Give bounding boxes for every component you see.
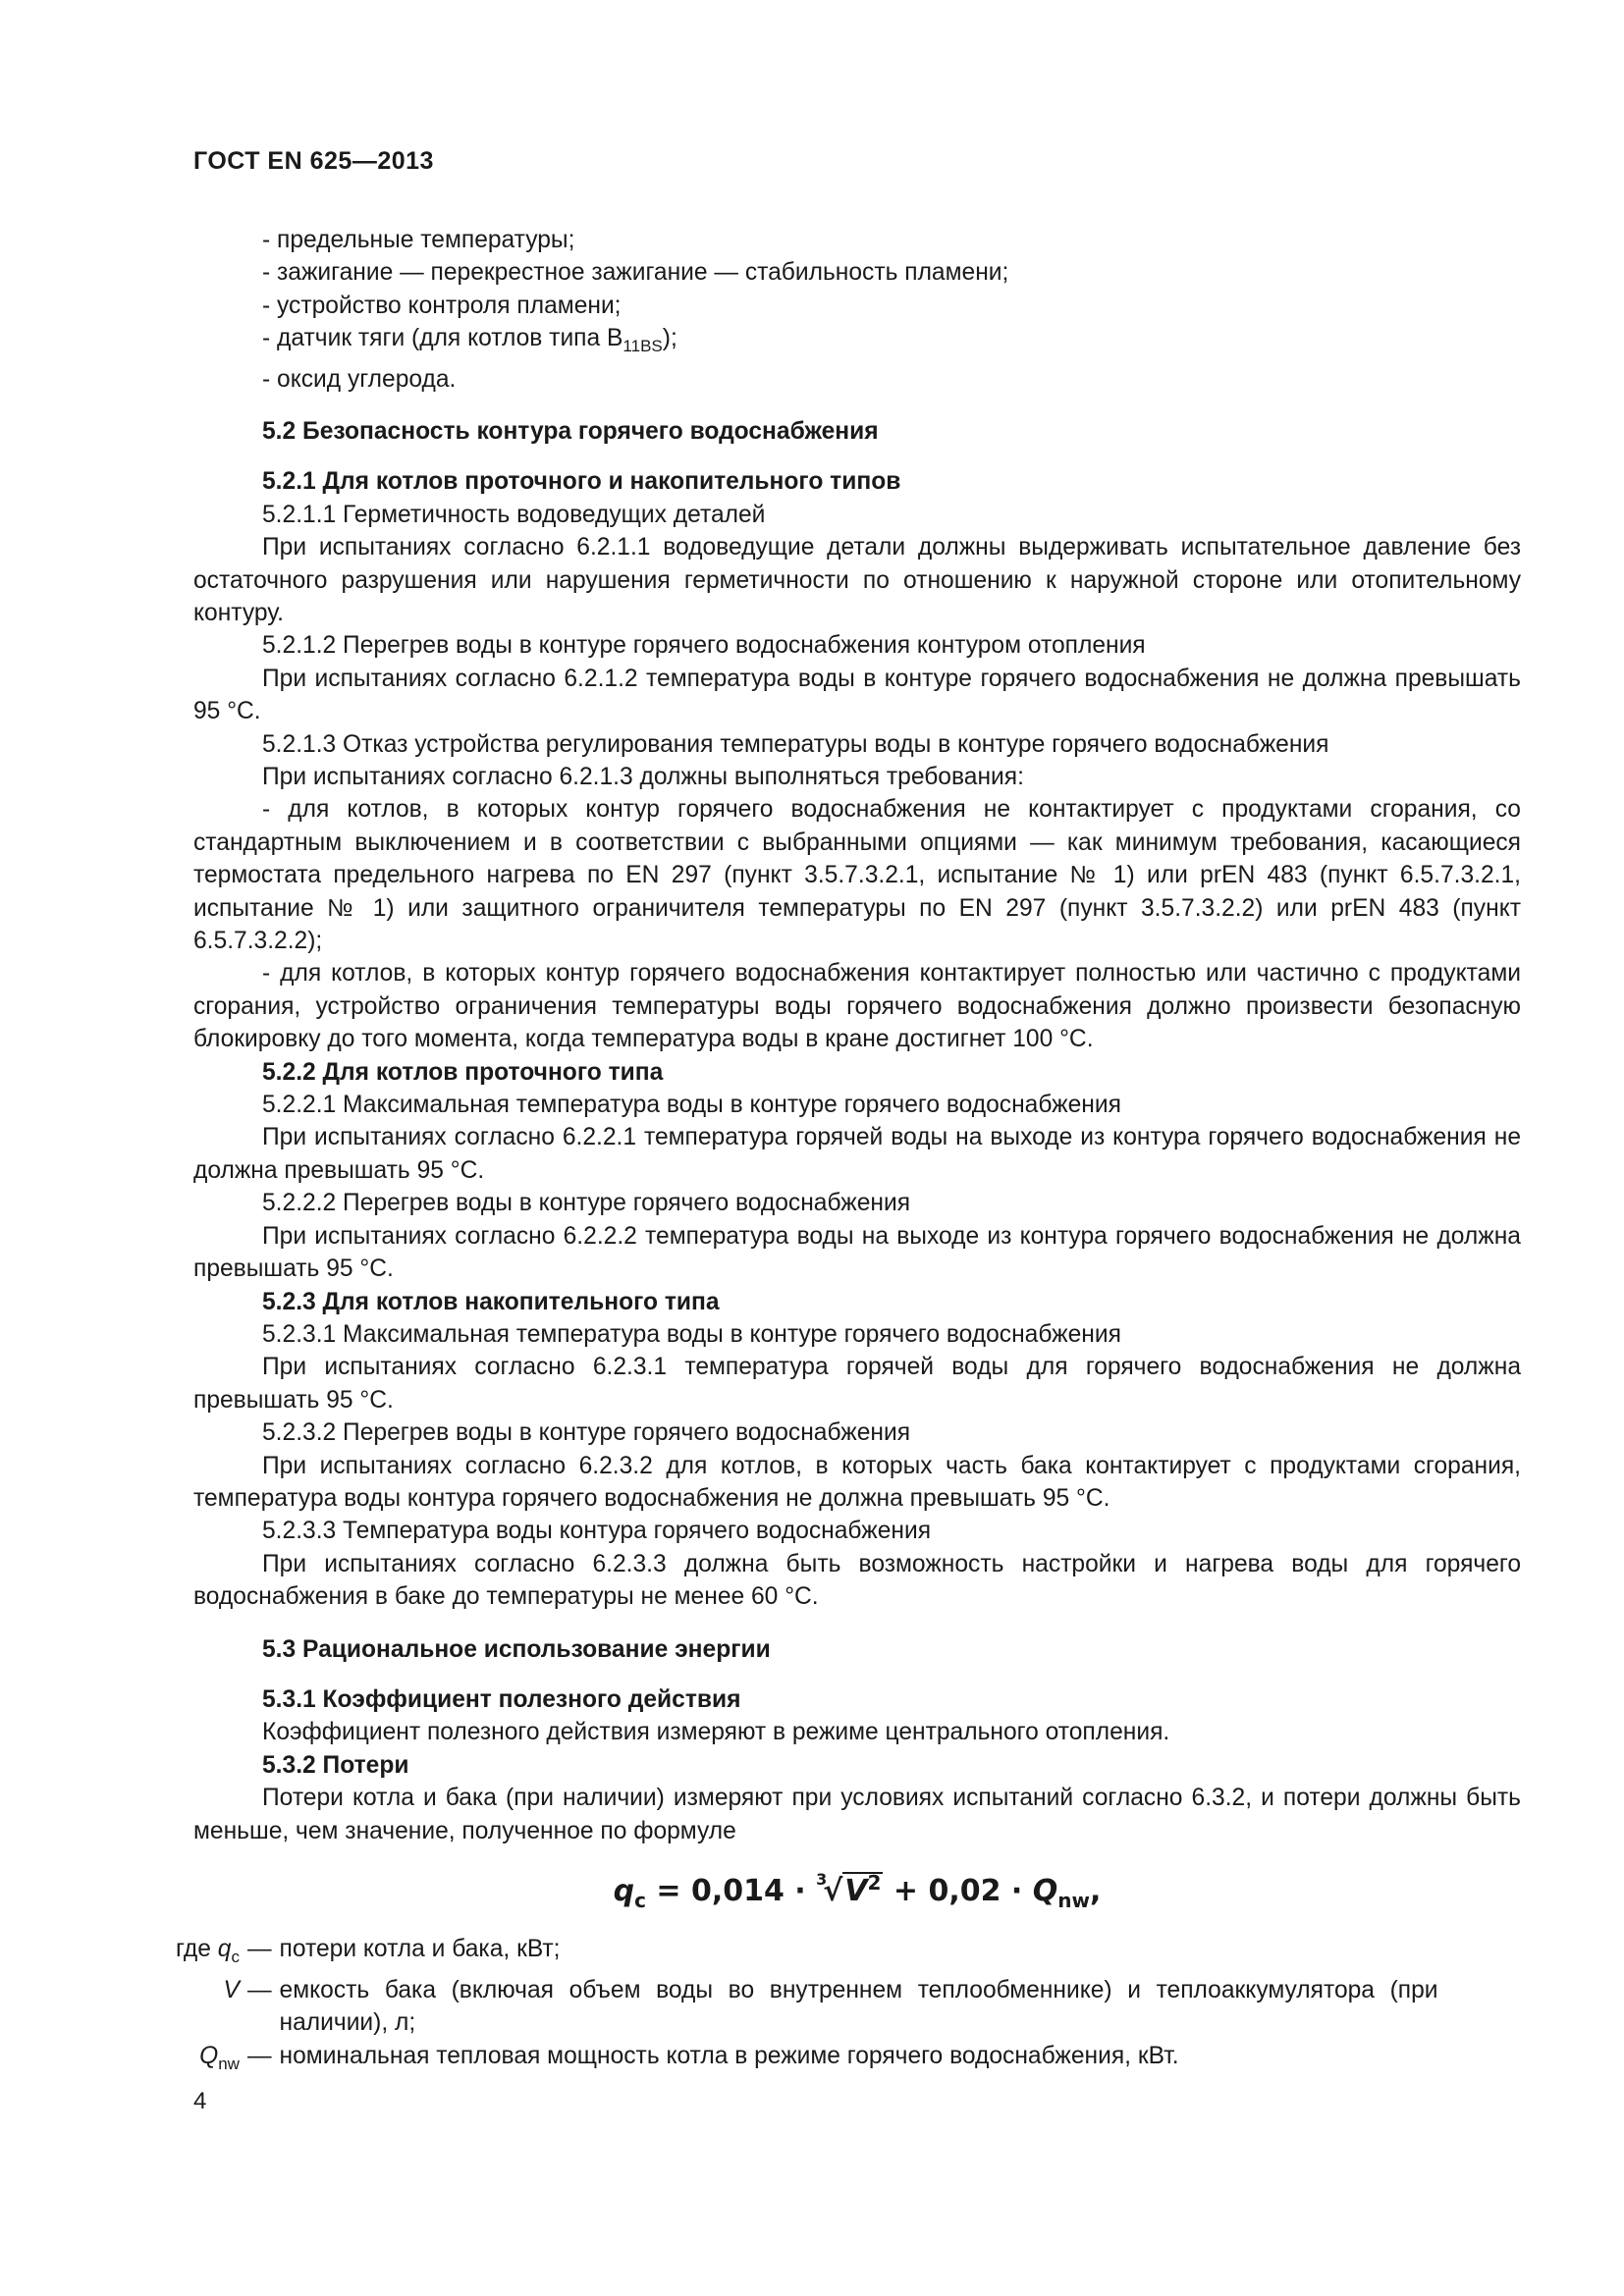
formula-lhs-sub: c	[634, 1889, 646, 1912]
section-5-3-2-heading: 5.3.2 Потери	[262, 1751, 409, 1779]
paragraph: При испытаниях согласно 6.2.1.1 водоведущие детали должны выдерживать испытательное давление без остаточного разрушения или нарушения герметичности по отношению к наружной стороне или отопительному контуру.	[193, 534, 1521, 626]
definition-text: емкость бака (включая объем воды во внутреннем теплообменнике) и теплоаккумулятора (при наличии), л;	[279, 1976, 1438, 2037]
section-5-2-3-heading: 5.2.3 Для котлов накопительного типа	[262, 1288, 720, 1315]
section-5-2-1-1-title: 5.2.1.1 Герметичность водоведущих деталей	[262, 501, 766, 528]
section-5-2-heading: 5.2 Безопасность контура горячего водоснабжения	[262, 417, 879, 445]
paragraph: При испытаниях согласно 6.2.3.1 температура горячей воды для горячего водоснабжения не должна превышать 95 °С.	[193, 1354, 1521, 1414]
formula-coef-2: + 0,02 ·	[883, 1874, 1033, 1908]
symbol-v: V	[223, 1976, 240, 2003]
list-item: - устройство контроля пламени;	[262, 292, 622, 319]
list-item: - предельные температуры;	[262, 227, 575, 253]
formula-end: ,	[1090, 1874, 1102, 1908]
paragraph: При испытаниях согласно 6.2.1.3 должны выполняться требования:	[262, 764, 1024, 790]
paragraph: При испытаниях согласно 6.2.1.2 температура воды в контуре горячего водоснабжения не должна превышать 95 °С.	[193, 665, 1521, 725]
symbol-qc: q	[217, 1936, 232, 1963]
section-5-2-3-2-title: 5.2.3.2 Перегрев воды в контуре горячего водоснабжения	[262, 1419, 911, 1447]
where-label: где	[176, 1936, 211, 1963]
section-5-2-2-1-title: 5.2.2.1 Максимальная температура воды в контуре горячего водоснабжения	[262, 1092, 1121, 1119]
formula-definitions	[176, 1933, 1438, 2079]
definition-text: потери котла и бака, кВт;	[279, 1936, 561, 1963]
definition-row	[176, 1933, 1438, 1973]
list-item: - зажигание — перекрестное зажигание — стабильность пламени;	[262, 259, 1009, 287]
section-5-2-3-3-title: 5.2.3.3 Температура воды контура горячего водоснабжения	[262, 1518, 932, 1545]
section-5-2-2-2-title: 5.2.2.2 Перегрев воды в контуре горячего водоснабжения	[262, 1190, 911, 1217]
formula-coef-1: = 0,014 ·	[645, 1874, 817, 1908]
definition-row	[176, 1974, 1438, 2040]
paragraph: При испытаниях согласно 6.2.2.1 температура горячей воды на выходе из контура горячего водоснабжения не должна превышать 95 °С.	[193, 1124, 1521, 1184]
root-index: 3	[816, 1870, 828, 1889]
section-5-2-1-3-title: 5.2.1.3 Отказ устройства регулирования температуры воды в контуре горячего водоснабжения	[262, 730, 1329, 758]
paragraph: - для котлов, в которых контур горячего водоснабжения контактирует полностью или частично с продуктами сгорания, устройство ограничения температуры воды горячего водоснабжения должно произвести безопасную блокировку до того момента, когда температура воды в кране достигнет 100 °С.	[193, 960, 1521, 1053]
section-5-2-1-2-title: 5.2.1.2 Перегрев воды в контуре горячего водоснабжения контуром отопления	[262, 632, 1146, 660]
radicand: V	[844, 1874, 868, 1908]
definition-text: номинальная тепловая мощность котла в режиме горячего водоснабжения, кВт.	[279, 2042, 1179, 2069]
paragraph: Коэффициент полезного действия измеряют в режиме центрального отопления.	[262, 1719, 1170, 1746]
paragraph: При испытаниях согласно 6.2.3.3 должна быть возможность настройки и нагрева воды для горячего водоснабжения в баке до температуры не менее 60 °С.	[193, 1550, 1521, 1611]
page-number: 4	[193, 2088, 207, 2114]
page-header: ГОСТ EN 625—2013	[193, 147, 434, 175]
paragraph: При испытаниях согласно 6.2.3.2 для котлов, в которых часть бака контактирует с продуктами сгорания, температура воды контура горячего водоснабжения не должна превышать 95 °С.	[193, 1452, 1521, 1512]
cube-root: $^3√V^2$	[816, 1870, 882, 1908]
draught-subscript: 11BS	[623, 337, 663, 356]
loss-formula	[193, 1867, 1521, 1917]
formula-lhs: q	[613, 1874, 635, 1908]
paragraph: - для котлов, в которых контур горячего водоснабжения не контактирует с продуктами сгорания, со стандартным выключением и в соответствии с выбранными опциями — как минимум требования, касающиеся термостата предельного нагрева по EN 297 (пункт 3.5.7.3.2.1, испытание № 1) или prEN 483 (пункт 6.5.7.3.2.1, испытание № 1) или защитного ограничителя температуры по EN 297 (пункт 3.5.7.3.2.2) или prEN 483 (пункт 6.5.7.3.2.2);	[193, 796, 1521, 955]
definition-dash: —	[246, 2042, 272, 2069]
document-body	[176, 224, 1521, 2080]
definition-row	[176, 2040, 1438, 2080]
formula-q: Q	[1032, 1874, 1058, 1908]
section-5-3-heading: 5.3 Рациональное использование энергии	[262, 1635, 771, 1663]
draught-suffix: );	[662, 325, 677, 352]
section-5-2-1-heading: 5.2.1 Для котлов проточного и накопительного типов	[262, 468, 901, 496]
section-5-2-2-heading: 5.2.2 Для котлов проточного типа	[262, 1058, 664, 1086]
draught-prefix: - датчик тяги (для котлов типа B	[262, 325, 623, 352]
section-5-3-1-heading: 5.3.1 Коэффициент полезного действия	[262, 1685, 741, 1713]
definition-dash: —	[246, 1936, 272, 1963]
paragraph: При испытаниях согласно 6.2.2.2 температура воды на выходе из контура горячего водоснабжения не должна превышать 95 °С.	[193, 1222, 1521, 1283]
section-5-2-3-1-title: 5.2.3.1 Максимальная температура воды в контуре горячего водоснабжения	[262, 1320, 1121, 1348]
definition-dash: —	[246, 1976, 272, 2003]
symbol-qnw-sub: nw	[218, 2054, 240, 2073]
symbol-qnw: Q	[199, 2042, 219, 2069]
list-item-draught-sensor	[193, 322, 1521, 362]
radicand-power: 2	[867, 1871, 882, 1895]
list-item: - оксид углерода.	[262, 365, 457, 393]
paragraph: Потери котла и бака (при наличии) измеряют при условиях испытаний согласно 6.3.2, и потери должны быть меньше, чем значение, полученное по формуле	[193, 1785, 1521, 1844]
formula-q-sub: nw	[1057, 1889, 1090, 1912]
symbol-qc-sub: c	[231, 1948, 240, 1967]
